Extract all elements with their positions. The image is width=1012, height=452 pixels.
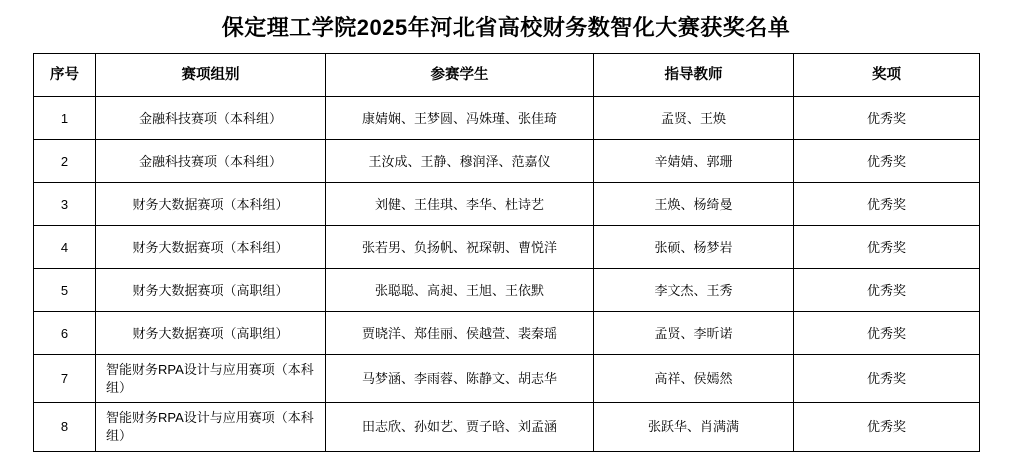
table-header-row [34,54,980,97]
column-header-no: 序号 [34,54,96,97]
cell-award: 优秀奖 [794,269,980,312]
cell-teachers: 孟贤、李昕诺 [594,312,794,355]
cell-group: 财务大数据赛项（高职组） [96,269,326,312]
cell-students: 张若男、负扬帆、祝琛朝、曹悦洋 [326,226,594,269]
column-header-group: 赛项组别 [96,54,326,97]
cell-group: 财务大数据赛项（高职组） [96,312,326,355]
table-row [34,183,980,226]
table-body [34,97,980,451]
table-row [34,226,980,269]
cell-group: 金融科技赛项（本科组） [96,140,326,183]
cell-teachers: 辛婧婧、郭珊 [594,140,794,183]
cell-students: 康婧娴、王梦圆、冯姝瑾、张佳琦 [326,97,594,140]
cell-award: 优秀奖 [794,183,980,226]
cell-students: 张聪聪、高昶、王旭、王依默 [326,269,594,312]
cell-no: 1 [34,97,96,140]
cell-no: 8 [34,403,96,451]
table-row [34,140,980,183]
cell-no: 6 [34,312,96,355]
table-row [34,312,980,355]
award-list-table [33,53,980,451]
cell-group: 财务大数据赛项（本科组） [96,183,326,226]
table-row [34,403,980,451]
cell-no: 2 [34,140,96,183]
cell-teachers: 王焕、杨绮曼 [594,183,794,226]
cell-teachers: 张跃华、肖满满 [594,403,794,451]
cell-no: 5 [34,269,96,312]
cell-no: 4 [34,226,96,269]
column-header-teachers: 指导教师 [594,54,794,97]
table-container [0,53,1012,451]
table-row [34,269,980,312]
cell-award: 优秀奖 [794,403,980,451]
cell-teachers: 张硕、杨梦岩 [594,226,794,269]
cell-students: 马梦涵、李雨蓉、陈静文、胡志华 [326,355,594,403]
cell-students: 田志欣、孙如艺、贾子晗、刘孟涵 [326,403,594,451]
cell-students: 贾晓洋、郑佳丽、侯越萱、裴秦瑶 [326,312,594,355]
cell-no: 3 [34,183,96,226]
cell-students: 刘健、王佳琪、李华、杜诗艺 [326,183,594,226]
cell-award: 优秀奖 [794,140,980,183]
table-row [34,97,980,140]
page-title: 保定理工学院2025年河北省高校财务数智化大赛获奖名单 [221,15,791,40]
column-header-award: 奖项 [794,54,980,97]
cell-group: 金融科技赛项（本科组） [96,97,326,140]
cell-teachers: 高祥、侯嫣然 [594,355,794,403]
table-row [34,355,980,403]
column-header-students: 参赛学生 [326,54,594,97]
cell-award: 优秀奖 [794,355,980,403]
cell-award: 优秀奖 [794,312,980,355]
cell-group: 智能财务RPA设计与应用赛项（本科组） [96,403,326,451]
cell-group: 智能财务RPA设计与应用赛项（本科组） [96,355,326,403]
cell-group: 财务大数据赛项（本科组） [96,226,326,269]
cell-teachers: 孟贤、王焕 [594,97,794,140]
table-header [34,54,980,97]
cell-award: 优秀奖 [794,226,980,269]
cell-award: 优秀奖 [794,97,980,140]
cell-students: 王汝成、王静、穆润泽、范嘉仪 [326,140,594,183]
cell-teachers: 李文杰、王秀 [594,269,794,312]
cell-no: 7 [34,355,96,403]
